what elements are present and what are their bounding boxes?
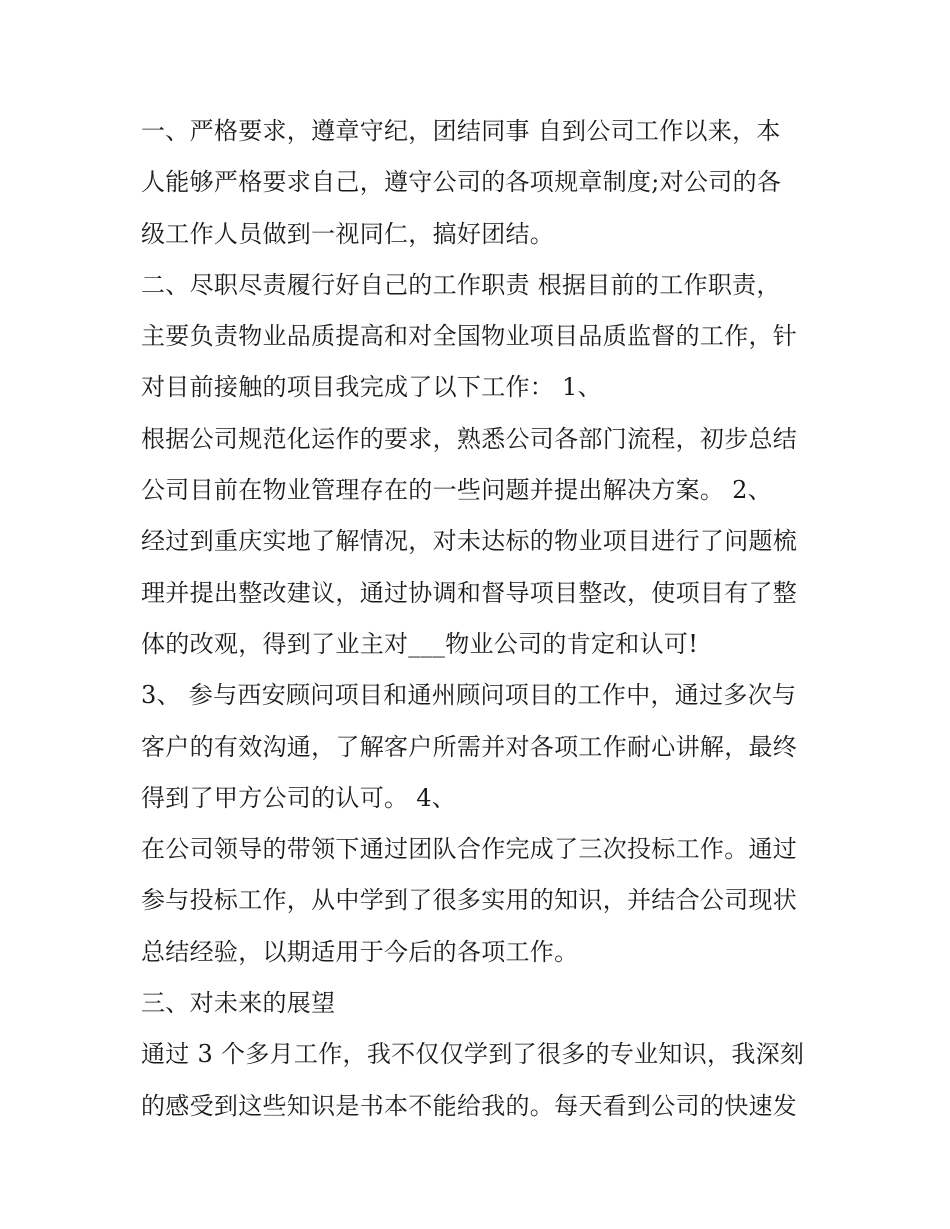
text-line: 二、尽职尽责履行好自己的工作职责 根据目前的工作职责， [141,270,781,299]
text-line: 客户的有效沟通，了解客户所需并对各项工作耐心讲解，最终 [141,732,798,761]
text-line: 体的改观，得到了业主对___物业公司的肯定和认可! [141,629,699,658]
text-line: 总结经验，以期适用于今后的各项工作。 [141,937,579,966]
text-line: 公司目前在物业管理存在的一些问题并提出解决方案。 2、 [141,476,772,505]
text-line: 一、严格要求，遵章守纪，团结同事 自到公司工作以来，本 [141,117,781,145]
text-line: 根据公司规范化运作的要求，熟悉公司各部门流程，初步总结 [141,424,798,453]
text-line: 经过到重庆实地了解情况，对未达标的物业项目进行了问题梳 [141,527,798,556]
text-line: 理并提出整改建议，通过协调和督导项目整改，使项目有了整 [141,578,798,607]
section-heading: 三、对未来的展望 [141,989,336,1018]
text-line: 级工作人员做到一视同仁，搞好团结。 [141,219,555,248]
text-line: 人能够严格要求自己，遵守公司的各项规章制度;对公司的各 [141,168,782,197]
text-line: 主要负责物业品质提高和对全国物业项目品质监督的工作，针 [141,322,798,351]
text-line: 3、 参与西安顾问项目和通州顾问项目的工作中，通过多次与 [141,681,797,710]
text-line: 在公司领导的带领下通过团队合作完成了三次投标工作。通过 [141,835,798,864]
text-line: 的感受到这些知识是书本不能给我的。每天看到公司的快速发 [141,1091,798,1120]
document-body [141,106,821,1132]
text-line: 得到了甲方公司的认可。 4、 [141,783,457,812]
text-line: 参与投标工作，从中学到了很多实用的知识，并结合公司现状 [141,886,798,915]
text-line: 通过 3 个多月工作，我不仅仅学到了很多的专业知识，我深刻 [141,1040,805,1069]
text-line: 对目前接触的项目我完成了以下工作： 1、 [141,373,602,402]
